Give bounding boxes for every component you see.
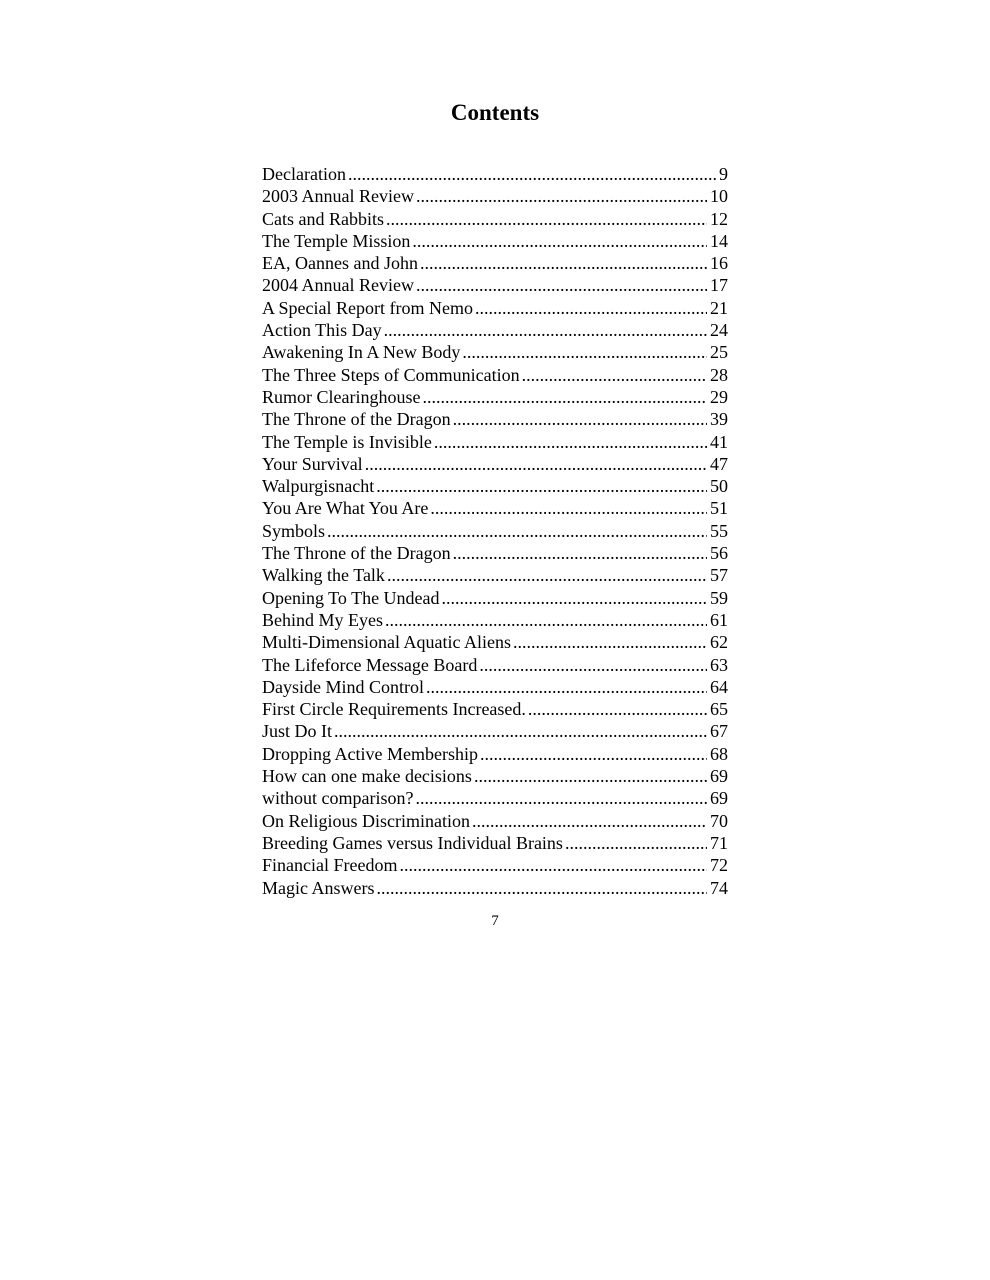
toc-entry-page: 63 bbox=[710, 654, 728, 675]
toc-entry[interactable] bbox=[262, 475, 728, 497]
dot-leader bbox=[412, 230, 707, 252]
toc-entry[interactable] bbox=[262, 431, 728, 453]
toc-entry-title: Walpurgisnacht bbox=[262, 476, 375, 497]
dot-leader bbox=[426, 676, 707, 698]
toc-entry-title: The Temple Mission bbox=[262, 230, 411, 251]
toc-entry[interactable] bbox=[262, 654, 728, 676]
toc-entry-page: 67 bbox=[710, 721, 728, 742]
page-title: Contents bbox=[450, 100, 540, 125]
toc-entry-title: Financial Freedom bbox=[262, 855, 398, 876]
toc-entry-title: The Throne of the Dragon bbox=[262, 543, 451, 564]
toc-entry-title: First Circle Requirements Increased. bbox=[262, 699, 526, 720]
toc-entry-title: The Throne of the Dragon bbox=[262, 409, 451, 430]
toc-entry-page: 10 bbox=[710, 186, 728, 207]
dot-leader bbox=[376, 475, 707, 497]
toc-entry-page: 16 bbox=[710, 253, 728, 274]
toc-entry-page: 56 bbox=[710, 543, 728, 564]
toc-entry-page: 62 bbox=[710, 632, 728, 653]
toc-entry-page: 59 bbox=[710, 587, 728, 608]
toc-entry[interactable] bbox=[262, 297, 728, 319]
dot-leader bbox=[513, 631, 707, 653]
toc-entry-title: The Temple is Invisible bbox=[262, 431, 432, 452]
toc-entry-page: 12 bbox=[710, 208, 728, 229]
toc-entry-title: Declaration bbox=[262, 164, 346, 184]
dot-leader bbox=[430, 497, 707, 519]
toc-entry[interactable] bbox=[262, 497, 728, 519]
toc-entry[interactable] bbox=[262, 787, 728, 809]
dot-leader bbox=[416, 274, 707, 296]
dot-leader bbox=[420, 252, 707, 274]
dot-leader bbox=[384, 319, 707, 341]
toc-entry-title: How can one make decisions bbox=[262, 766, 472, 787]
toc-entry-title: 2003 Annual Review bbox=[262, 186, 414, 207]
toc-entry-title: 2004 Annual Review bbox=[262, 275, 414, 296]
toc-entry-title: On Religious Discrimination bbox=[262, 810, 470, 831]
toc-entry-title: Cats and Rabbits bbox=[262, 208, 384, 229]
toc-entry[interactable] bbox=[262, 520, 728, 542]
dot-leader bbox=[334, 720, 707, 742]
toc-entry-page: 70 bbox=[710, 810, 728, 831]
toc-entry-title: Behind My Eyes bbox=[262, 609, 383, 630]
toc-entry-title: Just Do It bbox=[262, 721, 333, 742]
dot-leader bbox=[480, 743, 707, 765]
toc-entry-page: 61 bbox=[710, 609, 728, 630]
toc-entry-page: 50 bbox=[710, 476, 728, 497]
toc-entry[interactable] bbox=[262, 564, 728, 586]
dot-leader bbox=[422, 386, 707, 408]
toc-entry-page: 69 bbox=[710, 766, 728, 787]
toc-entry-page: 65 bbox=[710, 699, 728, 720]
toc-entry-title: The Three Steps of Communication bbox=[262, 364, 520, 385]
toc-entry-page: 47 bbox=[710, 453, 728, 474]
toc-entry-title: Symbols bbox=[262, 520, 326, 541]
toc-entry-page: 68 bbox=[710, 743, 728, 764]
toc-entry[interactable] bbox=[262, 676, 728, 698]
toc-entry[interactable] bbox=[262, 453, 728, 475]
dot-leader bbox=[442, 587, 707, 609]
toc-entry[interactable] bbox=[262, 386, 728, 408]
toc-entry-page: 57 bbox=[710, 565, 728, 586]
dot-leader bbox=[474, 765, 707, 787]
toc-entry[interactable] bbox=[262, 163, 728, 185]
toc-entry-page: 9 bbox=[719, 164, 728, 184]
toc-entry-title: Awakening In A New Body bbox=[262, 342, 461, 363]
dot-leader bbox=[415, 787, 707, 809]
dot-leader bbox=[386, 208, 707, 230]
dot-leader bbox=[327, 520, 707, 542]
toc-entry[interactable] bbox=[262, 743, 728, 765]
toc-entry-page: 29 bbox=[710, 386, 728, 407]
toc-entry[interactable] bbox=[262, 631, 728, 653]
dot-leader bbox=[399, 854, 707, 876]
toc-entry-page: 39 bbox=[710, 409, 728, 430]
dot-leader bbox=[453, 542, 707, 564]
dot-leader bbox=[475, 297, 707, 319]
toc-entry[interactable] bbox=[262, 185, 728, 207]
dot-leader bbox=[416, 185, 707, 207]
toc-entry[interactable] bbox=[262, 542, 728, 564]
dot-leader bbox=[462, 341, 707, 363]
dot-leader bbox=[472, 810, 707, 832]
toc-entry[interactable] bbox=[262, 877, 728, 899]
dot-leader bbox=[528, 698, 707, 720]
toc-entry[interactable] bbox=[262, 720, 728, 742]
toc-entry[interactable] bbox=[262, 832, 728, 854]
toc-entry-page: 71 bbox=[710, 832, 728, 853]
toc-entry[interactable] bbox=[262, 609, 728, 631]
toc-entry[interactable] bbox=[262, 408, 728, 430]
toc-entry[interactable] bbox=[262, 364, 728, 386]
dot-leader bbox=[365, 453, 707, 475]
dot-leader bbox=[385, 609, 707, 631]
toc-entry[interactable] bbox=[262, 230, 728, 252]
toc-entry-page: 55 bbox=[710, 520, 728, 541]
dot-leader bbox=[387, 564, 707, 586]
toc-entry-page: 17 bbox=[710, 275, 728, 296]
toc-entry[interactable] bbox=[262, 854, 728, 876]
toc-entry-page: 24 bbox=[710, 320, 728, 341]
toc-entry-page: 25 bbox=[710, 342, 728, 363]
toc-entry-title: without comparison? bbox=[262, 788, 414, 809]
toc-entry[interactable] bbox=[262, 765, 728, 787]
toc-entry[interactable] bbox=[262, 587, 728, 609]
toc-entry[interactable] bbox=[262, 341, 728, 363]
dot-leader bbox=[565, 832, 707, 854]
toc-entry-title: Rumor Clearinghouse bbox=[262, 386, 421, 407]
toc-entry-page: 41 bbox=[710, 431, 728, 452]
toc-entry-title: Dayside Mind Control bbox=[262, 676, 424, 697]
toc-entry-title: Action This Day bbox=[262, 320, 382, 341]
toc-entry-title: Walking the Talk bbox=[262, 565, 385, 586]
toc-entry-title: A Special Report from Nemo bbox=[262, 297, 473, 318]
toc-entry-page: 64 bbox=[710, 676, 728, 697]
toc-entry[interactable] bbox=[262, 698, 728, 720]
toc-entry[interactable] bbox=[262, 252, 728, 274]
table-of-contents bbox=[262, 163, 728, 899]
toc-entry-title: You Are What You Are bbox=[262, 498, 429, 519]
toc-entry[interactable] bbox=[262, 319, 728, 341]
dot-leader bbox=[479, 654, 707, 676]
toc-entry-page: 21 bbox=[710, 297, 728, 318]
toc-entry-page: 69 bbox=[710, 788, 728, 809]
toc-entry-title: Opening To The Undead bbox=[262, 587, 440, 608]
page-number: 7 bbox=[491, 913, 499, 929]
toc-entry[interactable] bbox=[262, 810, 728, 832]
dot-leader bbox=[453, 408, 707, 430]
dot-leader bbox=[522, 364, 707, 386]
dot-leader bbox=[376, 877, 707, 899]
toc-entry-title: The Lifeforce Message Board bbox=[262, 654, 478, 675]
toc-entry-page: 74 bbox=[710, 877, 728, 898]
toc-entry-page: 72 bbox=[710, 855, 728, 876]
toc-entry[interactable] bbox=[262, 208, 728, 230]
toc-entry-title: Magic Answers bbox=[262, 877, 375, 898]
toc-entry[interactable] bbox=[262, 274, 728, 296]
toc-entry-title: EA, Oannes and John bbox=[262, 253, 418, 274]
toc-entry-title: Your Survival bbox=[262, 453, 363, 474]
toc-entry-page: 14 bbox=[710, 230, 728, 251]
dot-leader bbox=[348, 163, 716, 185]
dot-leader bbox=[434, 431, 707, 453]
toc-entry-page: 28 bbox=[710, 364, 728, 385]
toc-entry-title: Dropping Active Membership bbox=[262, 743, 478, 764]
toc-entry-title: Multi-Dimensional Aquatic Aliens bbox=[262, 632, 511, 653]
toc-entry-page: 51 bbox=[710, 498, 728, 519]
toc-entry-title: Breeding Games versus Individual Brains bbox=[262, 832, 563, 853]
